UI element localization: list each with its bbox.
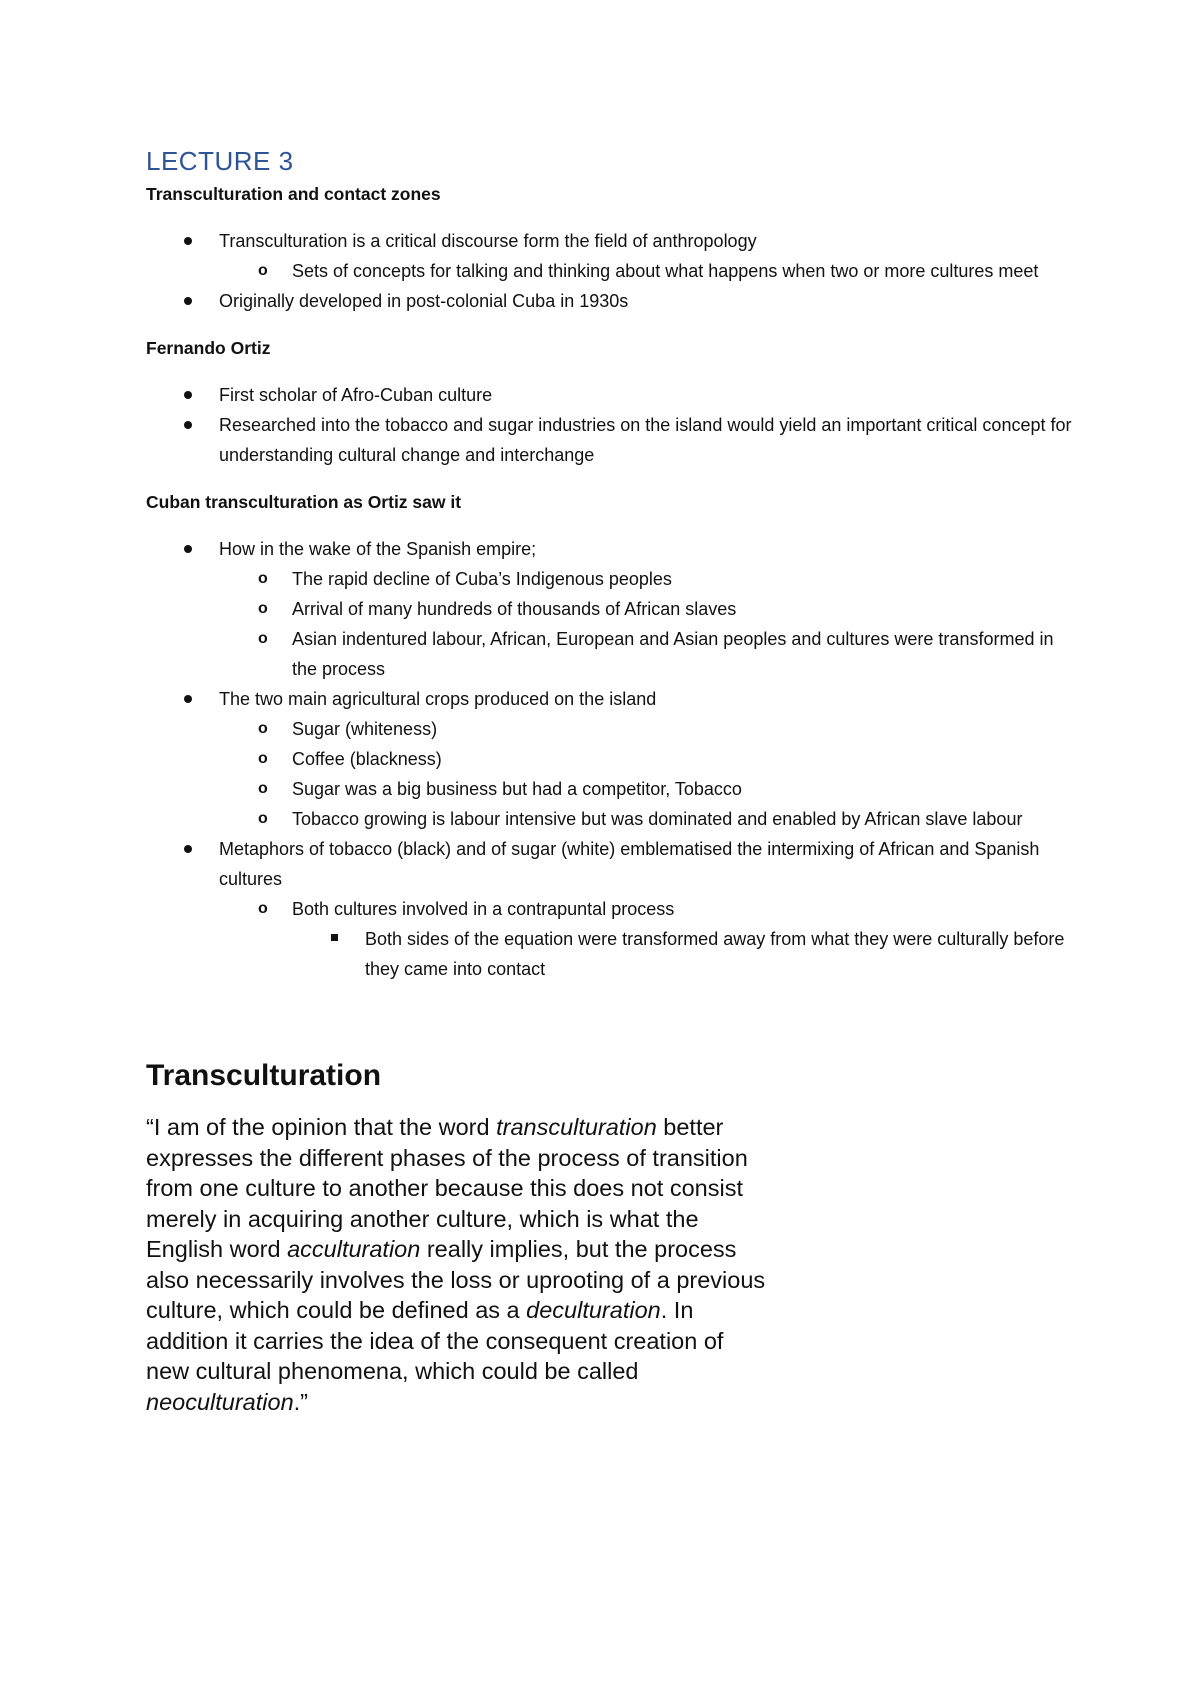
bullet-list xyxy=(146,226,1076,316)
list-item: o Coffee (blackness) xyxy=(146,744,1076,774)
list-item: o Both cultures involved in a contrapuntal process xyxy=(146,894,1076,924)
bullet-o-icon: o xyxy=(258,630,268,647)
bullet-o-icon: o xyxy=(258,750,268,767)
list-item: o Asian indentured labour, African, European and Asian peoples and cultures were transformed in the process xyxy=(146,624,1076,684)
list-item: Transculturation is a critical discourse form the field of anthropology xyxy=(146,226,1076,256)
bullet-icon xyxy=(184,286,192,316)
bullet-o-icon: o xyxy=(258,720,268,737)
bullet-square-icon xyxy=(331,924,338,954)
list-item: o Sugar was a big business but had a competitor, Tobacco xyxy=(146,774,1076,804)
section-heading: Fernando Ortiz xyxy=(146,338,271,358)
bullet-icon xyxy=(184,380,192,410)
bullet-icon xyxy=(184,226,192,256)
list-item: o Sets of concepts for talking and thinking about what happens when two or more cultures meet xyxy=(146,256,1076,286)
list-item: First scholar of Afro-Cuban culture xyxy=(146,380,1076,410)
bullet-list xyxy=(146,380,1076,470)
bullet-o-icon: o xyxy=(258,600,268,617)
bullet-icon xyxy=(184,410,192,440)
bullet-o-icon: o xyxy=(258,570,268,587)
section-heading: Transculturation and contact zones xyxy=(146,184,441,204)
document-title: LECTURE 3 xyxy=(146,146,294,176)
list-item: How in the wake of the Spanish empire; xyxy=(146,534,1076,564)
bullet-list xyxy=(146,534,1076,984)
list-item: Researched into the tobacco and sugar industries on the island would yield an important critical concept for understanding cultural change and interchange xyxy=(146,410,1076,470)
list-item: Originally developed in post-colonial Cuba in 1930s xyxy=(146,286,1076,316)
list-item: o Sugar (whiteness) xyxy=(146,714,1076,744)
lecture-notes xyxy=(146,146,1076,984)
embedded-slide xyxy=(146,1058,766,1417)
list-item: o Tobacco growing is labour intensive but was dominated and enabled by African slave labour xyxy=(146,804,1076,834)
slide-title: Transculturation xyxy=(146,1059,382,1092)
section-heading: Cuban transculturation as Ortiz saw it xyxy=(146,492,462,512)
list-item: o The rapid decline of Cuba’s Indigenous peoples xyxy=(146,564,1076,594)
bullet-icon xyxy=(184,834,192,864)
bullet-o-icon: o xyxy=(258,900,268,917)
bullet-o-icon: o xyxy=(258,810,268,827)
bullet-o-icon: o xyxy=(258,780,268,797)
list-item: Both sides of the equation were transformed away from what they were culturally before they came into contact xyxy=(146,924,1076,984)
list-item: Metaphors of tobacco (black) and of sugar (white) emblematised the intermixing of African and Spanish cultures xyxy=(146,834,1076,894)
slide-quote: “I am of the opinion that the word transculturation better expresses the different phases of the process of transition from one culture to another because this does not consist merely in acquiring another culture, which is what the English word acculturation really implies, but the process also necessarily involves the loss or uprooting of a previous culture, which could be defined as a deculturation. In addition it carries the idea of the consequent creation of new cultural phenomena, which could be called neoculturation.” xyxy=(146,1114,766,1415)
bullet-o-icon: o xyxy=(258,262,268,279)
bullet-icon xyxy=(184,684,192,714)
list-item: o Arrival of many hundreds of thousands of African slaves xyxy=(146,594,1076,624)
bullet-icon xyxy=(184,534,192,564)
list-item: The two main agricultural crops produced on the island xyxy=(146,684,1076,714)
